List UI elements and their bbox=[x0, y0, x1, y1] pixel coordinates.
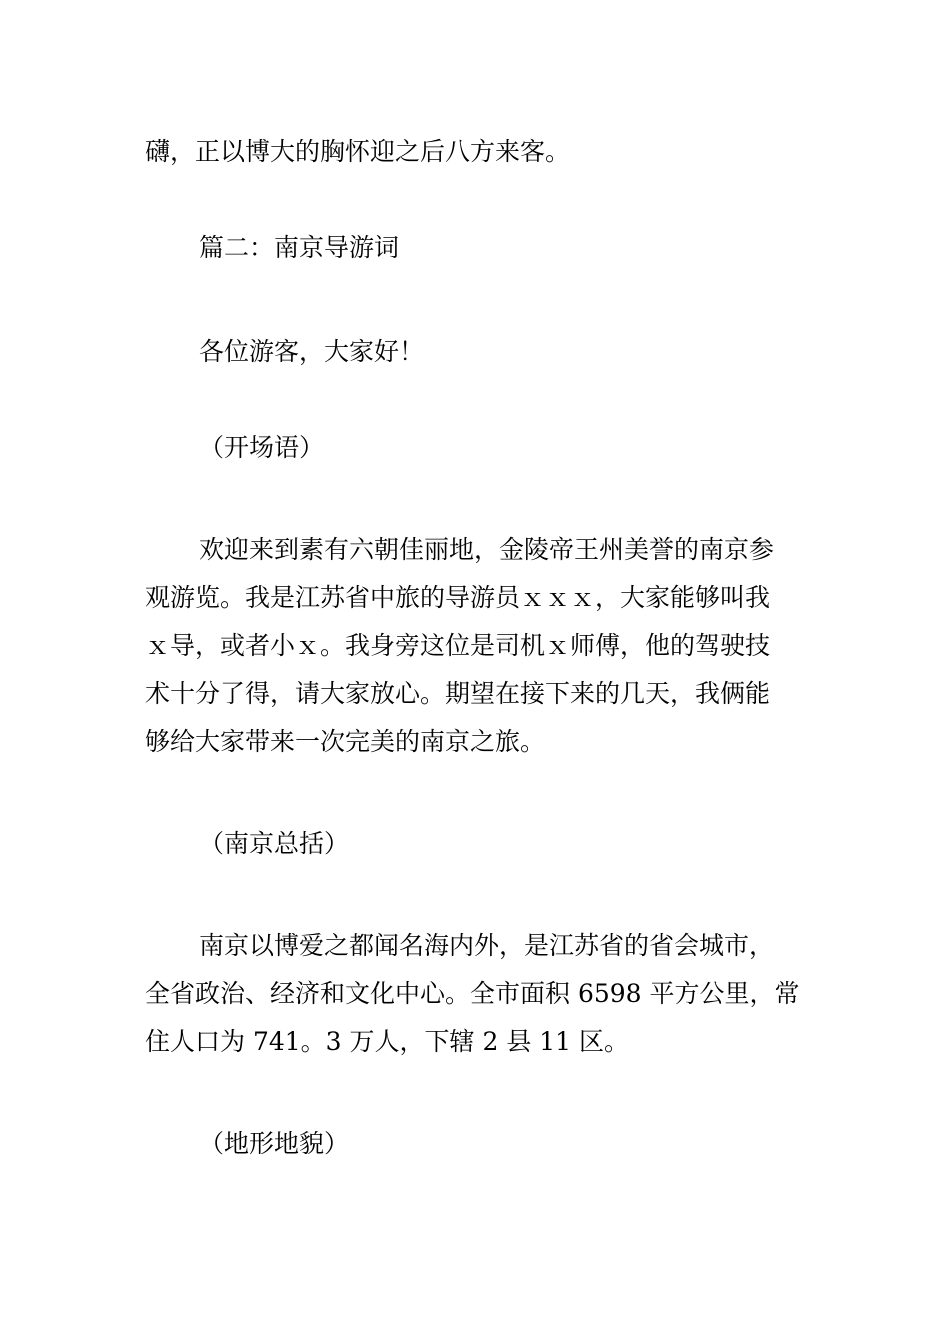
paragraph-line: 够给大家带来一次完美的南京之旅。 bbox=[145, 727, 546, 756]
paragraph-line: ｘ导，或者小ｘ。我身旁这位是司机ｘ师傅，他的驾驶技 bbox=[145, 631, 771, 660]
continuation-line: 礴，正以博大的胸怀迎之后八方来客。 bbox=[145, 137, 571, 166]
paragraph-line: 术十分了得，请大家放心。期望在接下来的几天，我俩能 bbox=[145, 679, 771, 708]
section-label-opening: （开场语） bbox=[199, 433, 325, 462]
paragraph-overview bbox=[145, 922, 810, 1066]
section-label-overview: （南京总括） bbox=[199, 829, 350, 858]
paragraph-line: 观游览。我是江苏省中旅的导游员ｘｘｘ，大家能够叫我 bbox=[145, 583, 771, 612]
paragraph-line: 全省政治、经济和文化中心。全市面积 6598 平方公里，常 bbox=[145, 979, 800, 1008]
section-label-terrain: （地形地貌） bbox=[199, 1129, 350, 1158]
paragraph-line: 住人口为 741。3 万人，下辖 2 县 11 区。 bbox=[145, 1027, 630, 1056]
paragraph-line: 南京以博爱之都闻名海内外，是江苏省的省会城市， bbox=[199, 931, 775, 960]
paragraph-welcome bbox=[145, 526, 810, 766]
section-heading: 篇二：南京导游词 bbox=[199, 233, 400, 262]
paragraph-line: 欢迎来到素有六朝佳丽地，金陵帝王州美誉的南京参 bbox=[199, 535, 775, 564]
greeting-line: 各位游客，大家好！ bbox=[199, 337, 425, 366]
